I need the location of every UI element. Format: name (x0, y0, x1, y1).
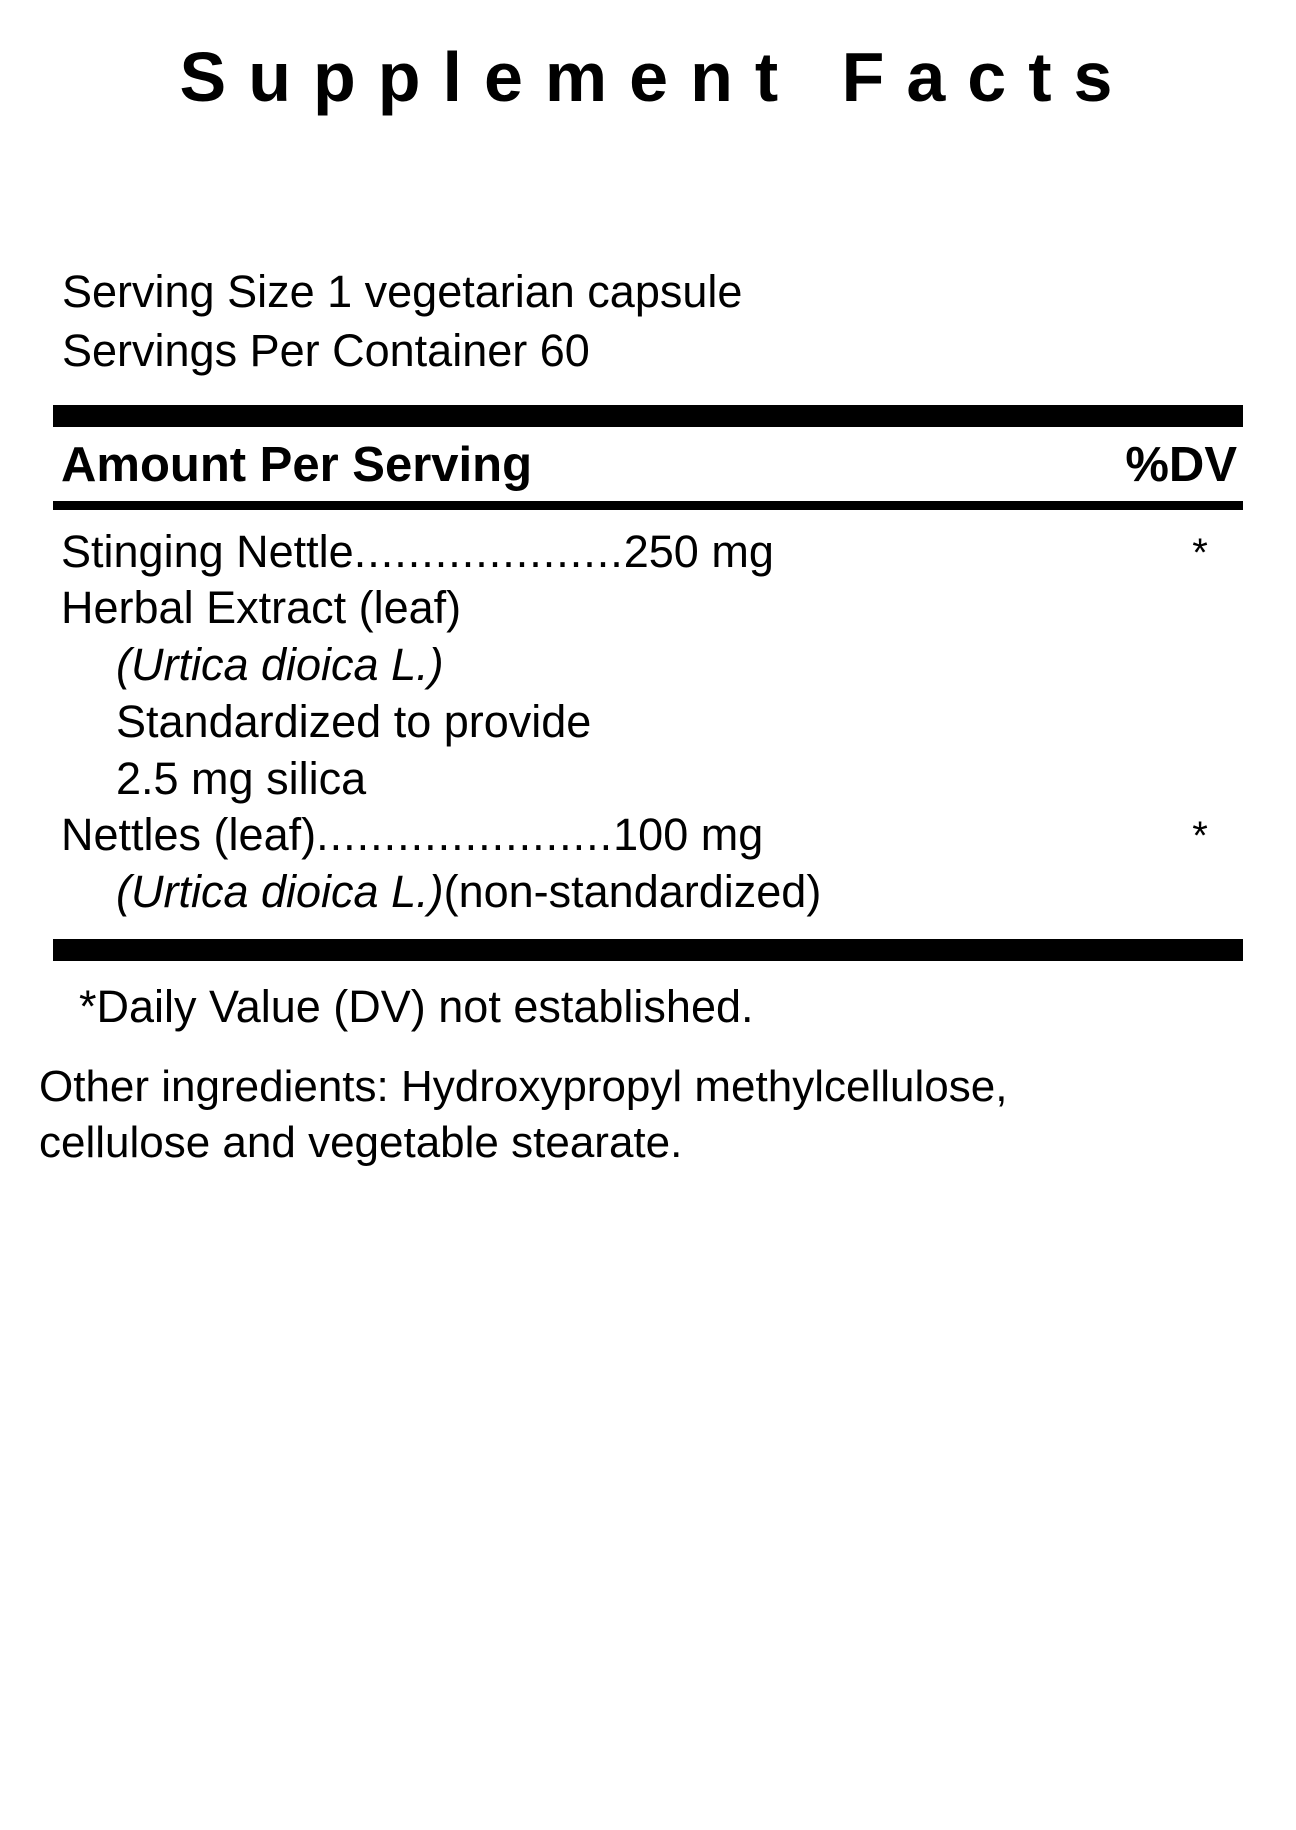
other-ingredients-line-2: cellulose and vegetable stearate. (39, 1117, 683, 1167)
page-title: Supplement Facts (179, 38, 1135, 116)
amount-per-serving-header (53, 427, 1243, 501)
other-ingredients-line-1: Other ingredients: Hydroxypropyl methylcellulose, (39, 1061, 1008, 1111)
daily-value-footnote: *Daily Value (DV) not established. (79, 980, 754, 1032)
divider-thin (53, 501, 1243, 510)
ingredient-dots-2: ...................... (316, 809, 614, 861)
table-row (53, 807, 1243, 920)
ingredient-dv-1: * (1192, 530, 1208, 575)
serving-size: Serving Size 1 vegetarian capsule (62, 266, 743, 317)
ingredient-name-line-1 (61, 524, 1157, 581)
ingredient-subline-1a: Standardized to provide (116, 695, 592, 747)
amount-per-serving-label: Amount Per Serving (61, 437, 533, 492)
daily-value-label: %DV (1125, 437, 1237, 492)
ingredient-amount-1: 250 mg (623, 525, 774, 577)
ingredients-table (53, 510, 1243, 921)
ingredient-continuation-1: Herbal Extract (leaf) (61, 582, 462, 634)
ingredient-latin-suffix-2: (non-standardized) (443, 865, 822, 917)
ingredient-name-2: Nettles (leaf) (61, 809, 317, 861)
ingredient-latin-line-2 (61, 864, 1157, 921)
ingredient-latin-1: (Urtica dioica L.) (116, 639, 444, 691)
servings-per-container: Servings Per Container 60 (62, 325, 590, 377)
ingredient-dots-1: .................... (353, 525, 624, 577)
divider-thick-top (53, 405, 1243, 427)
other-ingredients (23, 1033, 1273, 1172)
table-row (53, 524, 1243, 807)
ingredient-name-1: Stinging Nettle (61, 525, 354, 577)
ingredient-main-1 (53, 524, 1157, 807)
ingredient-latin-2: (Urtica dioica L.) (116, 865, 444, 917)
ingredient-main-2 (53, 807, 1157, 920)
ingredient-dv-2: * (1192, 814, 1208, 859)
ingredient-amount-2: 100 mg (613, 809, 764, 861)
ingredient-subline-1b: 2.5 mg silica (116, 752, 367, 804)
serving-info (0, 262, 1296, 381)
ingredient-name-line-2 (61, 807, 1157, 864)
divider-thick-bottom (53, 939, 1243, 961)
